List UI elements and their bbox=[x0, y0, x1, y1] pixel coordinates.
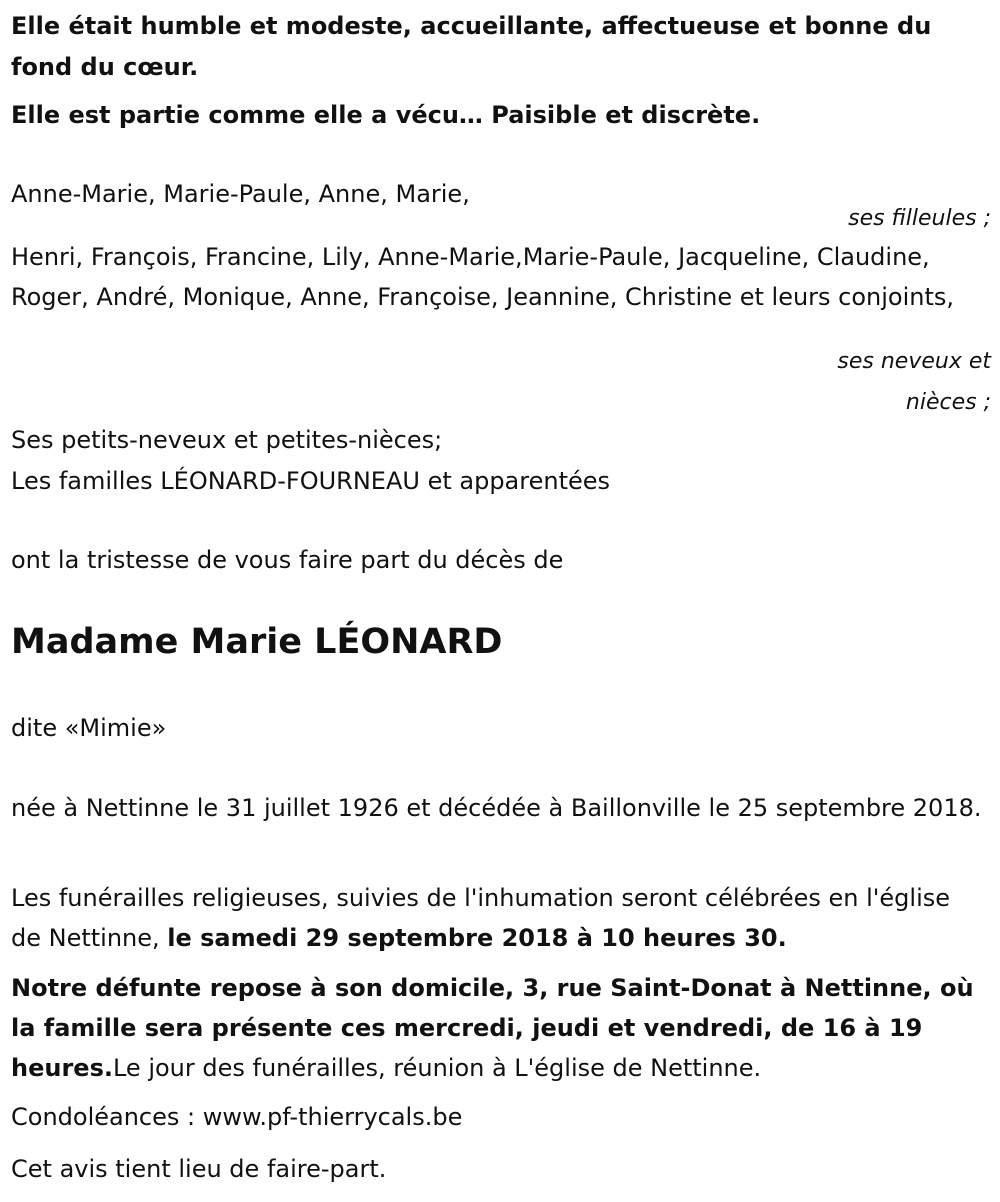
goddaughters-list: Anne-Marie, Marie-Paule, Anne, Marie, bbox=[11, 180, 470, 208]
meeting-text: Le jour des funérailles, réunion à L'église de Nettinne. bbox=[112, 1054, 762, 1082]
funeral-info bbox=[11, 878, 986, 958]
grand-nephews-line: Ses petits-neveux et petites-nièces; bbox=[11, 426, 443, 454]
nephews-list: Henri, François, Francine, Lily, Anne-Marie,Marie-Paule, Jacqueline, Claudine, Roger, André, Monique, Anne, Françoise, Jeannine, Christine et leurs conjoints, bbox=[11, 243, 955, 311]
families-line: Les familles LÉONARD-FOURNEAU et apparentées bbox=[11, 467, 611, 495]
repose-info bbox=[11, 968, 986, 1088]
goddaughters-role: ses filleules ; bbox=[848, 206, 991, 231]
nephews-role-line-2: nièces ; bbox=[905, 390, 991, 415]
nephews-role-line-1: ses neveux et bbox=[837, 349, 991, 374]
announcement-line: ont la tristesse de vous faire part du décès de bbox=[11, 546, 564, 574]
intro-line-2: Elle est partie comme elle a vécu… Paisible et discrète. bbox=[11, 101, 761, 129]
repose-text: Notre défunte repose à son domicile, 3, rue Saint-Donat à Nettinne, où la famille sera présente ces mercredi, jeudi et vendredi, de 16 à 19 heures. bbox=[11, 974, 974, 1082]
notice-line: Cet avis tient lieu de faire-part. bbox=[11, 1155, 387, 1183]
funeral-date: le samedi 29 septembre 2018 à 10 heures 30. bbox=[167, 924, 787, 952]
deceased-name: Madame Marie LÉONARD bbox=[11, 622, 503, 662]
nephews-role bbox=[11, 341, 991, 423]
birth-death-line: née à Nettinne le 31 juillet 1926 et décédée à Baillonville le 25 septembre 2018. bbox=[11, 794, 982, 822]
funeral-text: Les funérailles religieuses, suivies de l'inhumation seront célébrées en l'église de Nettinne, bbox=[11, 884, 950, 952]
condolences-line: Condoléances : www.pf-thierrycals.be bbox=[11, 1103, 463, 1131]
deceased-nickname: dite «Mimie» bbox=[11, 714, 167, 742]
intro-line-1: Elle était humble et modeste, accueillante, affectueuse et bonne du fond du cœur. bbox=[11, 12, 932, 81]
